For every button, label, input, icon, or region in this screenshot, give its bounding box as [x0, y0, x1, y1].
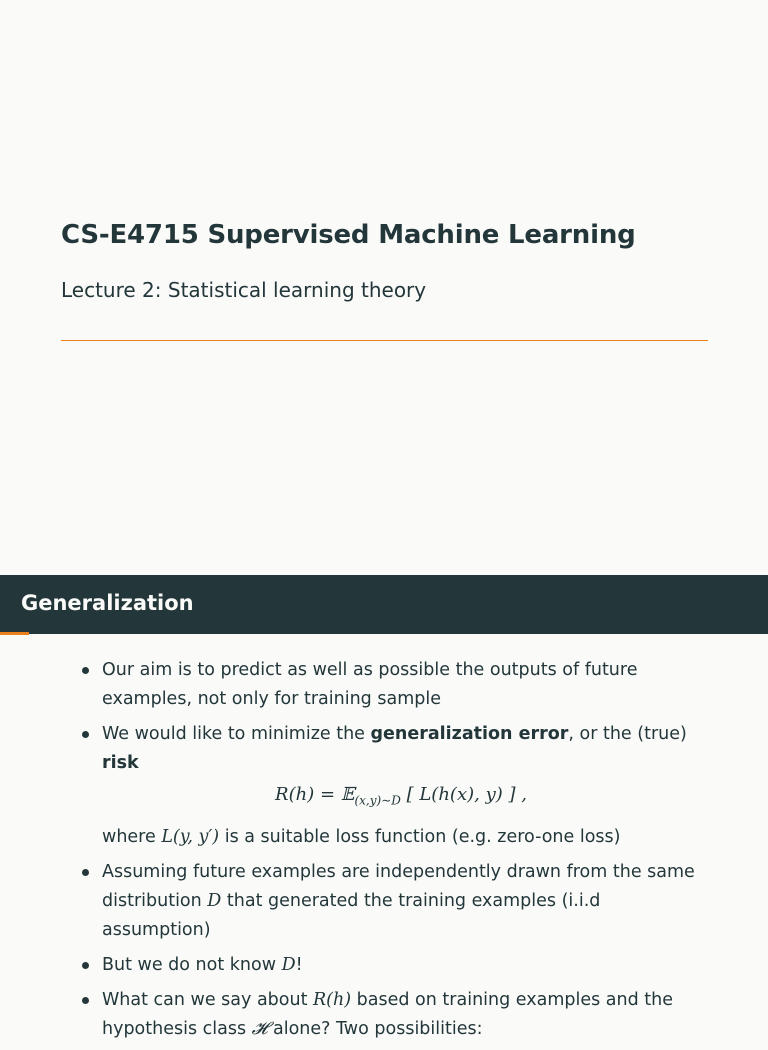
term-risk: risk	[102, 753, 139, 773]
risk-formula	[102, 778, 700, 823]
title-divider	[61, 340, 708, 341]
term-generalization-error: generalization error	[370, 724, 569, 744]
bullet-text: !	[295, 954, 303, 975]
bullet-item	[80, 986, 700, 1044]
formula-rhs: [ L(h(x), y) ] ,	[400, 784, 527, 805]
loss-symbol: L(y, y′)	[161, 826, 220, 847]
bullet-text: that generated the training examples (i.i.d assumption)	[102, 890, 601, 940]
bullet-text: But we do not know	[102, 954, 282, 975]
page-title: CS-E4715 Supervised Machine Learning	[61, 220, 636, 250]
bullet-text: alone? Two possibilities:	[267, 1018, 483, 1039]
math-Rh: R(h)	[313, 989, 352, 1010]
bullet-icon	[82, 997, 89, 1004]
frame-content	[80, 656, 700, 1050]
bullet-text: Assuming future examples are independently drawn from the same distribution	[102, 861, 695, 911]
header-accent-bar	[0, 632, 29, 635]
bullet-text: We would like to minimize the	[102, 724, 371, 744]
bullet-item	[80, 656, 700, 714]
math-D: D	[281, 954, 296, 975]
bullet-icon	[82, 869, 89, 876]
bullet-text: What can we say about	[102, 989, 313, 1010]
math-D: D	[207, 890, 222, 911]
bullet-item	[80, 720, 700, 852]
bullet-item	[80, 858, 700, 945]
frame-header	[0, 575, 768, 634]
bullet-item	[80, 951, 700, 980]
bullet-icon	[82, 667, 89, 674]
frame-title: Generalization	[21, 591, 194, 615]
bullet-text: is a suitable loss function (e.g. zero-one loss)	[219, 826, 621, 847]
bullet-text: based on training examples and the hypothesis class	[102, 989, 673, 1039]
page-subtitle: Lecture 2: Statistical learning theory	[61, 278, 427, 302]
loss-description	[102, 823, 700, 852]
bullet-text: Our aim is to predict as well as possible the outputs of future examples, not only for training sample	[102, 660, 638, 709]
bullet-text: where	[102, 826, 162, 847]
bullet-icon	[82, 962, 89, 969]
math-H: 𝓗	[251, 1018, 268, 1039]
bullet-text: , or the (true)	[568, 724, 687, 744]
bullet-icon	[82, 731, 89, 738]
formula-subscript: (x,y)∼D	[354, 793, 401, 808]
formula-lhs: R(h) = 𝔼	[275, 784, 355, 805]
